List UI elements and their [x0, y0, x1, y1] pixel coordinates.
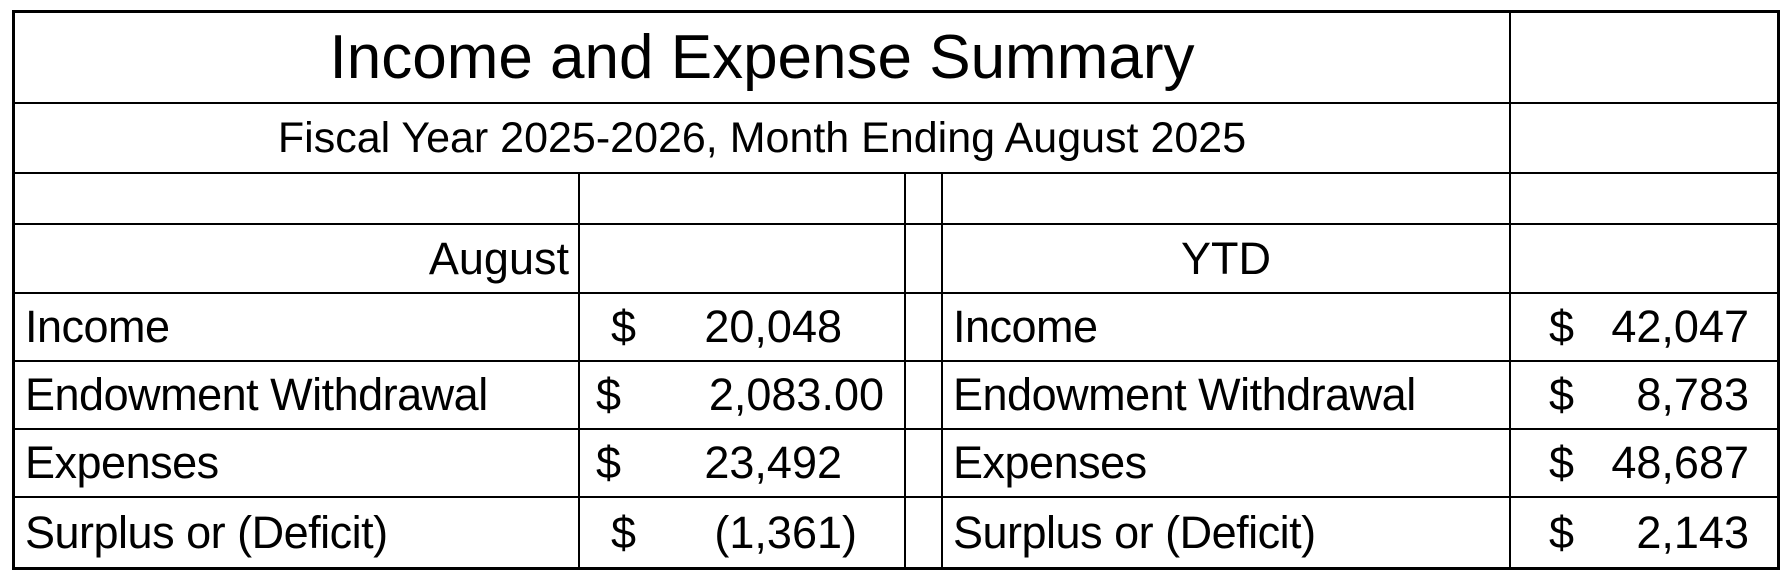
amount: 20,048 [704, 301, 842, 352]
amount: 2,083.00 [708, 369, 884, 420]
row-label-expenses-ytd: Expenses [953, 437, 1147, 488]
ytd-value-endowment-withdrawal [1511, 362, 1777, 428]
column-header-ytd: YTD [1181, 232, 1271, 284]
row-label-endowment-withdrawal-ytd: Endowment Withdrawal [953, 369, 1416, 420]
month-value-income [580, 294, 904, 360]
currency-symbol: $ [596, 437, 622, 488]
row-label-income-ytd: Income [953, 301, 1098, 352]
row-label-income: Income [25, 301, 170, 352]
month-value-expenses [580, 430, 904, 496]
amount: (1,361) [714, 506, 857, 558]
amount: 42,047 [1611, 301, 1749, 352]
summary-table [12, 10, 1780, 570]
currency-symbol: $ [596, 369, 622, 420]
row-label-expenses: Expenses [25, 437, 219, 488]
page-title: Income and Expense Summary [329, 23, 1195, 92]
row-label-surplus-deficit-ytd: Surplus or (Deficit) [953, 506, 1316, 558]
row-label-endowment-withdrawal: Endowment Withdrawal [25, 369, 488, 420]
currency-symbol: $ [611, 301, 637, 352]
amount: 48,687 [1611, 437, 1749, 488]
month-value-endowment-withdrawal [580, 362, 904, 428]
ytd-value-income [1511, 294, 1777, 360]
currency-symbol: $ [1549, 506, 1575, 558]
amount: 8,783 [1636, 369, 1749, 420]
currency-symbol: $ [1549, 369, 1575, 420]
currency-symbol: $ [1549, 301, 1575, 352]
amount: 23,492 [704, 437, 842, 488]
amount: 2,143 [1636, 506, 1749, 558]
column-header-august: August [428, 232, 569, 284]
currency-symbol: $ [1549, 437, 1575, 488]
ytd-value-surplus-deficit [1511, 498, 1777, 567]
ytd-value-expenses [1511, 430, 1777, 496]
grid-line [15, 172, 1777, 174]
row-label-surplus-deficit: Surplus or (Deficit) [25, 506, 388, 558]
grid-line [904, 172, 906, 567]
currency-symbol: $ [611, 506, 637, 558]
page-subtitle: Fiscal Year 2025-2026, Month Ending August 2025 [277, 113, 1247, 162]
month-value-surplus-deficit [580, 498, 904, 567]
